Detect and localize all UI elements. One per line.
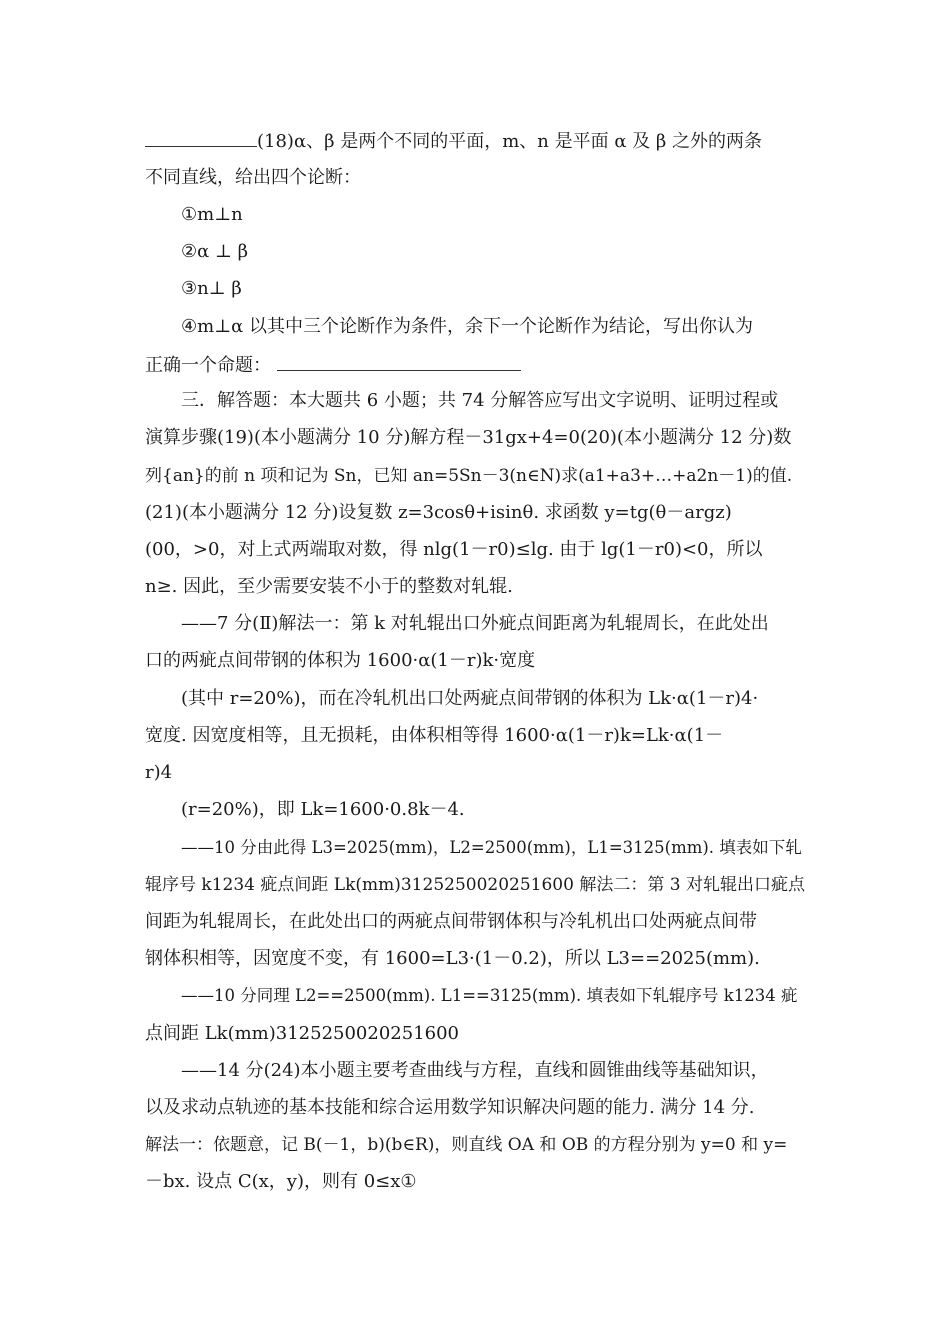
text-line: (21)(本小题满分 12 分)设复数 z=3cosθ+isinθ. 求函数 y=tg(θ－argz) xyxy=(145,502,732,523)
text-line: (r=20%)，即 Lk=1600·0.8k－4. xyxy=(181,799,465,820)
text-line: (18)α、β 是两个不同的平面，m、n 是平面 α 及 β 之外的两条 xyxy=(145,128,762,154)
text-line: 三．解答题：本大题共 6 小题；共 74 分解答应写出文字说明、证明过程或 xyxy=(181,390,779,411)
text-line: ①m⊥n xyxy=(181,204,243,225)
text-line: 钢体积相等，因宽度不变，有 1600=L3·(1－0.2)，所以 L3==2025(mm). xyxy=(145,948,760,969)
text-line: ——10 分由此得 L3=2025(mm)，L2=2500(mm)，L1=3125(mm). 填表如下轧 xyxy=(181,838,802,857)
text-line: ——10 分同理 L2==2500(mm). L1==3125(mm). 填表如下轧辊序号 k1234 疵 xyxy=(181,986,798,1005)
text-line: 间距为轧辊周长，在此处出口的两疵点间带钢体积与冷轧机出口处两疵点间带 xyxy=(145,911,757,932)
text-line: r)4 xyxy=(145,762,173,783)
answer-blank xyxy=(145,128,257,147)
text-line: 解法一：依题意，记 B(－1，b)(b∈R)，则直线 OA 和 OB 的方程分别为 y=0 和 y= xyxy=(145,1135,788,1155)
text-line: 演算步骤(19)(本小题满分 10 分)解方程－31gx+4=0(20)(本小题满分 12 分)数 xyxy=(145,427,792,448)
text-line: 辊序号 k1234 疵点间距 Lk(mm)3125250020251600 解法二：第 3 对轧辊出口疵点 xyxy=(145,875,805,895)
text-line: －bx. 设点 C(x，y)，则有 0≤x① xyxy=(145,1171,417,1192)
text-line: n≥. 因此，至少需要安装不小于的整数对轧辊. xyxy=(145,576,513,597)
text-line: 点间距 Lk(mm)3125250020251600 xyxy=(145,1023,459,1044)
text-line: 列{an}的前 n 项和记为 Sn，已知 an=5Sn－3(n∈N)求(a1+a3+…+a2n－1)的值. xyxy=(145,466,793,486)
text-line: 口的两疵点间带钢的体积为 1600·α(1－r)k·宽度 xyxy=(145,650,536,671)
text-line: 宽度. 因宽度相等，且无损耗，由体积相等得 1600·α(1－r)k=Lk·α(1－ xyxy=(145,725,724,746)
text-line: (其中 r=20%)，而在冷轧机出口处两疵点间带钢的体积为 Lk·α(1－r)4· xyxy=(181,688,759,709)
text-line: (00，>0，对上式两端取对数，得 nlg(1－r0)≤lg. 由于 lg(1－r0)<0，所以 xyxy=(145,539,763,560)
text-line: ——14 分(24)本小题主要考查曲线与方程，直线和圆锥曲线等基础知识， xyxy=(181,1060,769,1081)
text-line: ②α ⊥ β xyxy=(181,241,249,262)
text-line: 正确一个命题： xyxy=(145,352,521,378)
text-line: ④m⊥α 以其中三个论断作为条件，余下一个论断作为结论，写出你认为 xyxy=(181,316,754,337)
text-line: ③n⊥ β xyxy=(181,278,242,299)
text-line: 以及求动点轨迹的基本技能和综合运用数学知识解决问题的能力. 满分 14 分. xyxy=(145,1097,755,1118)
text-line: ——7 分(Ⅱ)解法一：第 k 对轧辊出口外疵点间距离为轧辊周长，在此处出 xyxy=(181,613,769,634)
answer-blank xyxy=(277,352,521,371)
text-line: 不同直线，给出四个论断： xyxy=(145,167,361,188)
